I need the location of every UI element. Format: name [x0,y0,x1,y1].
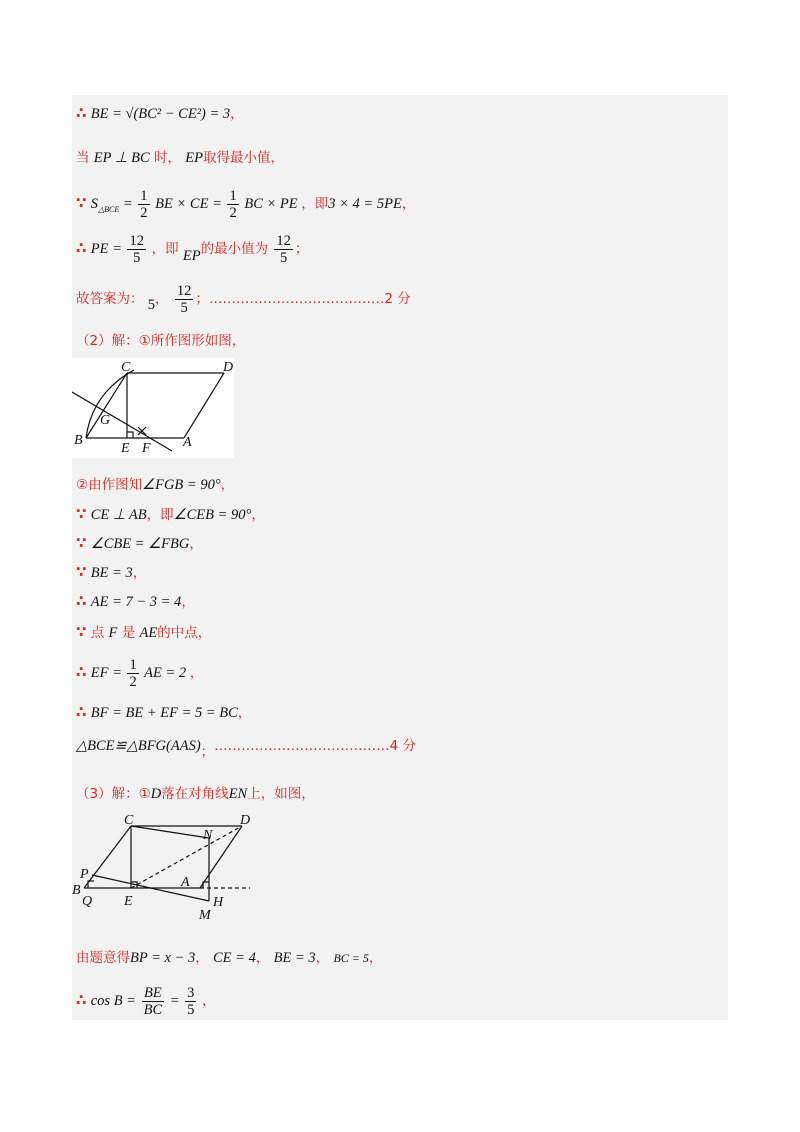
formula: EP [182,247,201,264]
formula [272,233,295,266]
because-icon: ∵ [76,505,87,523]
numerator: BE [144,985,162,1001]
text: ， [189,664,204,681]
line-13 [76,657,203,690]
line-6: （2）解：①所作图形如图， [76,333,246,349]
text: ， [368,950,383,966]
segment-cn [131,826,209,838]
line-14 [76,702,251,723]
label-e: E [124,894,133,909]
text: 点 [90,625,105,641]
label-c: C [124,813,134,828]
text: ； [195,290,209,307]
formula: ∠FGB = 90° [142,477,221,493]
label-c: C [121,360,131,375]
therefore-icon: ∴ [76,592,87,610]
text: ， [255,950,270,966]
line-16 [76,784,315,804]
text: ，即 [146,507,174,523]
text: ②由作图知 [76,477,143,493]
text: ， [195,950,209,966]
formula: CE ⊥ AB [90,507,147,523]
formula-part: S [90,195,98,212]
line-12 [76,622,211,643]
fraction [127,657,138,690]
line-18 [76,985,216,1018]
label-d: D [223,360,234,375]
formula: BP = x − 3 [130,950,196,966]
formula: BE = 3 [273,950,316,966]
text: ； [200,744,215,760]
formula-part: BE × CE = [155,195,226,212]
score-note: …………………………………2 分 [208,290,411,307]
formula-sub: △BCE [97,204,120,214]
formula: BF = BE + EF = 5 = BC [90,705,238,721]
formula [90,985,202,1018]
label-h: H [213,895,224,910]
formula-part: BC × PE [244,195,298,212]
text: ， [237,705,252,721]
denominator: 2 [229,205,237,221]
label-a: A [181,875,190,890]
denominator: 5 [187,1002,195,1018]
line-4 [76,233,308,266]
formula-part: EF = [90,664,126,681]
line-1 [76,103,244,124]
line-17 [76,948,382,968]
numerator: 3 [187,985,195,1001]
text: ，即 [151,240,179,257]
line-7 [76,475,234,495]
text: 落在对角线 [161,786,229,802]
line-3 [76,188,415,221]
formula: EP ⊥ BC [93,150,150,166]
text: ， [220,477,235,493]
formula [90,188,302,221]
text: 的最小值为 [200,240,269,257]
fraction [185,985,196,1018]
numerator: 12 [129,233,144,249]
formula: BE = √(BC² − CE²) = 3 [90,106,231,122]
text: ， [189,536,203,552]
formula-part: PE = [90,240,126,257]
denominator: 5 [133,250,141,266]
line-15 [76,736,417,760]
numerator: 12 [276,233,291,249]
label-f: F [142,441,151,456]
formula-part: = [169,992,184,1009]
because-icon: ∵ [76,193,87,212]
formula [90,657,190,690]
text: ， [251,507,265,523]
label-b: B [72,883,81,898]
formula: ∠CBE = ∠FBG [90,536,190,552]
because-icon: ∵ [76,563,87,581]
fraction [274,233,293,266]
numerator: 1 [140,188,148,204]
fraction [175,283,194,316]
denominator: 5 [280,250,288,266]
text: （3）解：① [76,786,151,802]
therefore-icon: ∴ [76,990,87,1009]
therefore-icon: ∴ [76,238,87,257]
text: ； [294,240,309,257]
fraction [127,233,146,266]
formula-part: cos B = [90,992,140,1009]
punct: ， [230,106,244,122]
line-10 [76,562,146,583]
text: ， [401,195,416,212]
label-m: M [199,908,211,923]
text: 故答案为： [76,290,144,307]
therefore-icon: ∴ [76,703,87,721]
formula: AE = 7 − 3 = 4 [90,594,182,610]
formula-part: = [122,195,137,212]
line-2 [76,148,284,168]
text: ， [132,565,147,581]
denominator: BC [143,1002,163,1018]
formula-part: AE = 2 [144,664,187,681]
fraction [227,188,238,221]
denominator: 2 [129,674,137,690]
figure-2 [72,808,257,923]
text: 取得最小值， [202,150,284,166]
formula: CE = 4 [213,950,256,966]
formula: BC = 5 [333,951,369,965]
denominator: 5 [180,300,188,316]
formula [173,283,196,316]
formula [90,233,152,266]
label-q: Q [82,894,93,909]
formula: 3 × 4 = 5PE [328,195,402,212]
because-icon: ∵ [76,534,87,552]
line-11 [76,591,195,612]
text: 时， [153,150,181,166]
label-g: G [100,413,111,428]
formula: BE = 3 [90,565,133,581]
label-n: N [203,828,213,843]
formula: EN [228,786,248,802]
formula: 5 [147,296,156,313]
text: 当 [76,150,90,166]
because-icon: ∵ [76,623,87,641]
numerator: 1 [229,188,237,204]
text: ， [181,594,195,610]
label-p: P [80,867,89,882]
text: 上，如图， [247,786,315,802]
text: ， [202,992,216,1009]
formula: △BCE≌△BFG(AAS) [76,738,201,754]
fraction [142,985,165,1018]
fraction [138,188,149,221]
formula: ∠CEB = 90° [173,507,252,523]
therefore-icon: ∴ [76,104,87,122]
label-d: D [240,813,251,828]
formula: AE [139,625,158,641]
figure-1 [72,358,234,458]
text: 由题意得 [76,950,130,966]
text: ， [315,950,330,966]
formula: EP [185,150,203,166]
therefore-icon: ∴ [76,662,87,681]
numerator: 12 [176,283,192,299]
formula: D [150,786,162,802]
label-e: E [121,441,130,456]
line-5 [76,283,411,316]
text: 的中点， [157,625,212,641]
label-b: B [74,433,83,448]
line-8 [76,504,265,525]
score-note: …………………………………4 分 [214,738,417,754]
numerator: 1 [129,657,137,673]
formula: F [108,625,118,641]
denominator: 2 [140,205,148,221]
line-9 [76,533,203,554]
label-a: A [183,435,192,450]
text: ， [155,290,169,307]
text: ，即 [301,195,329,212]
text: 是 [121,625,136,641]
